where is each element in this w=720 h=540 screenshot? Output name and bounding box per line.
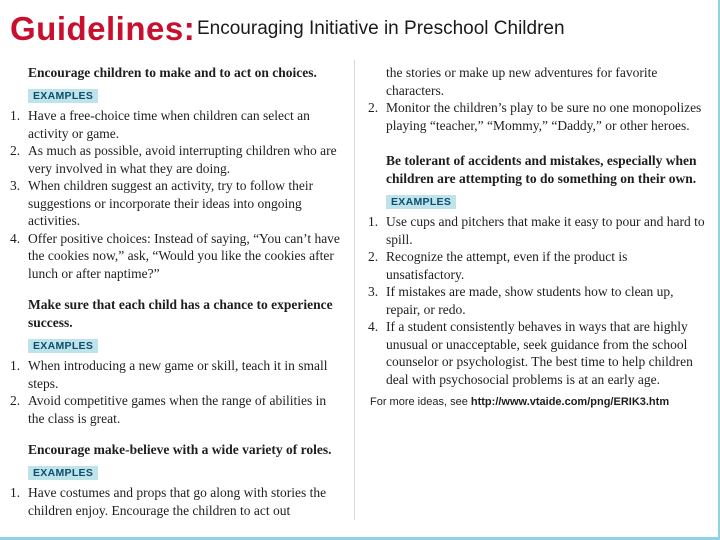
section-heading: Encourage children to make and to act on choices. <box>28 65 317 80</box>
examples-list <box>368 99 708 134</box>
examples-list <box>10 357 346 427</box>
item-number: 2. <box>10 143 21 158</box>
page-header <box>10 10 710 50</box>
item-text: When introducing a new game or skill, teach it in small steps. <box>28 358 328 391</box>
item-text: Monitor the children’s play to be sure no one monopolizes playing “teacher,” “Mommy,” “Daddy,” or other heroes. <box>386 100 702 133</box>
footer-prefix: For more ideas, see <box>370 396 468 408</box>
item-number: 2. <box>10 393 21 408</box>
item-number: 4. <box>10 230 21 246</box>
examples-badge: EXAMPLES <box>28 466 98 480</box>
page-title: Encouraging Initiative in Preschool Children <box>197 18 565 39</box>
list-item <box>10 484 346 519</box>
list-item <box>10 177 346 230</box>
list-item <box>368 213 708 248</box>
guidelines-label: Guidelines: <box>10 10 196 47</box>
list-item <box>10 142 346 177</box>
item-number: 2. <box>368 100 379 115</box>
examples-badge: EXAMPLES <box>28 89 98 103</box>
item-number: 1. <box>10 485 21 500</box>
column-divider <box>354 60 355 520</box>
list-item <box>368 99 708 134</box>
examples-badge: EXAMPLES <box>386 195 456 209</box>
item-text: Have costumes and props that go along with stories the children enjoy. Encourage the children to act out <box>28 485 327 518</box>
list-item <box>10 230 346 283</box>
item-number: 1. <box>368 214 379 229</box>
item-number: 4. <box>368 319 379 334</box>
item-text: Avoid competitive games when the range of abilities in the class is great. <box>28 393 327 426</box>
list-item <box>10 392 346 427</box>
section-choices <box>10 64 346 282</box>
list-item <box>368 248 708 283</box>
list-item <box>368 318 708 388</box>
item-text: Recognize the attempt, even if the product is unsatisfactory. <box>386 249 628 282</box>
left-column <box>10 64 346 519</box>
section-make-believe <box>10 441 346 519</box>
item-number: 3. <box>368 284 379 299</box>
item-continuation: the stories or make up new adventures for favorite characters. <box>386 65 658 98</box>
examples-list <box>368 213 708 388</box>
item-number: 1. <box>10 358 21 373</box>
examples-list <box>10 484 346 519</box>
examples-list <box>10 107 346 282</box>
list-item <box>10 357 346 392</box>
item-text: As much as possible, avoid interrupting children who are very involved in what they are doing. <box>28 143 337 176</box>
item-text: Offer positive choices: Instead of saying, “You can’t have the cookies now,” ask, “Would you like the cookies after lunch or after naptime?” <box>28 230 340 281</box>
list-item <box>10 107 346 142</box>
item-text: Have a free-choice time when children can select an activity or game. <box>28 108 310 141</box>
item-number: 1. <box>10 108 21 123</box>
section-success <box>10 296 346 427</box>
section-tolerance <box>368 152 708 388</box>
section-heading: Make sure that each child has a chance to experience success. <box>28 297 333 330</box>
section-heading: Encourage make-believe with a wide variety of roles. <box>28 442 332 457</box>
item-text: When children suggest an activity, try to follow their suggestions or incorporate their ideas into ongoing activities. <box>28 178 314 228</box>
list-item <box>368 283 708 318</box>
item-number: 2. <box>368 249 379 264</box>
section-heading: Be tolerant of accidents and mistakes, especially when children are attempting to do something on their own. <box>386 153 697 186</box>
examples-badge: EXAMPLES <box>28 339 98 353</box>
item-text: If a student consistently behaves in ways that are highly unusual or unacceptable, seek guidance from the school counselor or psychologist. The best time to help children deal with psychosocial problems is at an early age. <box>386 319 693 387</box>
item-number: 3. <box>10 178 21 193</box>
footer-note <box>368 396 708 408</box>
item-text: If mistakes are made, show students how to clean up, repair, or redo. <box>386 284 674 317</box>
footer-link[interactable]: http://www.vtaide.com/png/ERIK3.htm <box>470 396 670 408</box>
right-column <box>368 64 708 408</box>
item-text: Use cups and pitchers that make it easy to pour and hard to spill. <box>386 214 705 247</box>
